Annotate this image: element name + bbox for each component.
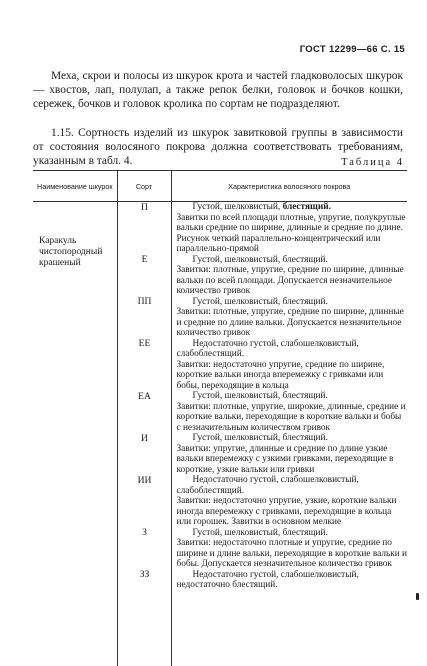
description-column <box>171 202 407 666</box>
product-name-cell: Каракуль чистопородный крашеный <box>33 202 117 666</box>
grade-description <box>177 339 408 392</box>
grade-label: ИИ <box>118 475 172 486</box>
grade-description <box>177 391 408 433</box>
header-grade: Сорт <box>117 171 171 202</box>
grade-description <box>177 202 408 255</box>
description-text: Завитки: плотные, упругие, широкие, длинные, средние и короткие вальки, переходящие в короткие вальки и бобы с незначительным количеством гривок <box>177 402 406 433</box>
description-text: Завитки: плотные, упругие, средние по ширине, длинные и средние по длине вальки. Допускается незначительное количество гривок <box>177 307 404 338</box>
header-product-name: Наименование шкурок <box>33 171 117 202</box>
margin-mark <box>416 593 419 600</box>
grade-description <box>177 433 408 475</box>
description-lead: Недостаточно густой, слабошелковистый, слабоблестящий. <box>177 339 359 360</box>
header-characteristics: Характеристика волосяного покрова <box>171 171 407 202</box>
grade-table <box>33 170 407 666</box>
paragraph-2: 1.15. Сортность изделий из шкурок завитковой группы в зависимости от состояния волосяного покрова должна соответствовать требованиям, указанным в табл. 4. <box>33 126 403 169</box>
description-lead: Густой, шелковистый, <box>193 202 283 212</box>
grade-description <box>177 297 408 339</box>
description-text: Завитки: недостаточно плотные и упругие, средние по ширине и длине вальки, переходящие в короткие вальки и бобы. Допускается незначительное количество гривок <box>177 538 408 569</box>
grade-label: ПП <box>118 296 172 307</box>
description-lead: Недостаточно густой, слабошелковистый, недостаточно блестящий. <box>177 570 359 591</box>
page-header: ГОСТ 12299—66 С. 15 <box>300 44 405 55</box>
description-lead: Густой, шелковистый, блестящий. <box>193 391 328 401</box>
grade-description <box>177 528 408 570</box>
description-text: Завитки: упругие, длинные и средние по длине узкие вальки вперемежку с узкими гривками, переходящие в короткие, узкие вальки или гривки <box>177 444 394 475</box>
grade-label: ЗЗ <box>118 569 172 580</box>
description-lead: Густой, шелковистый, блестящий. <box>193 255 328 265</box>
grade-column <box>117 202 171 666</box>
paragraph-1: Меха, скрои и полосы из шкурок крота и частей гладковолосых шкурок — хвостов, лап, полулап, а также репок белки, головок и бочков кошки, сережек, бочков и головок кролика по сортам не подразделяют. <box>33 69 403 112</box>
description-text: Завитки: недостаточно упругие, узкие, короткие вальки иногда вперемежку с гривками, переходящие в кольца или горошек. Завитки в основном мелкие <box>177 496 397 527</box>
grade-description <box>177 475 408 528</box>
description-emphasis: блестящий. <box>283 202 331 212</box>
grade-label: Е <box>118 254 172 265</box>
grade-label: ЕА <box>118 391 172 402</box>
description-lead: Недостаточно густой, слабошелковистый, слабоблестящий. <box>177 475 359 496</box>
table-header-row <box>33 171 407 202</box>
description-text: Завитки: недостаточно упругие, средние по ширине, короткие вальки иногда вперемежку с гривками или бобы, переходящие в кольца <box>177 360 385 391</box>
grade-label: П <box>118 202 172 213</box>
grade-label: И <box>118 433 172 444</box>
table-caption: Таблица 4 <box>341 157 404 168</box>
description-lead: Густой, шелковистый, блестящий. <box>193 433 328 443</box>
description-lead: Густой, шелковистый, блестящий. <box>193 528 328 538</box>
grade-label: ЕЕ <box>118 338 172 349</box>
description-text: Завитки по всей площади плотные, упругие, полукруглые вальки средние по ширине, длинные и средние по длине. Рисунок четкий параллельно-концентрический или параллельно-прямой <box>177 213 406 255</box>
grade-description <box>177 255 408 297</box>
description-text: Завитки: плотные, упругие, средние по ширине, длинные вальки по всей площади. Допускается незначительное количество гривок <box>177 265 404 296</box>
grade-description <box>177 570 408 591</box>
grade-label: З <box>118 527 172 538</box>
description-lead: Густой, шелковистый, блестящий. <box>193 297 328 307</box>
table-row <box>33 202 407 666</box>
